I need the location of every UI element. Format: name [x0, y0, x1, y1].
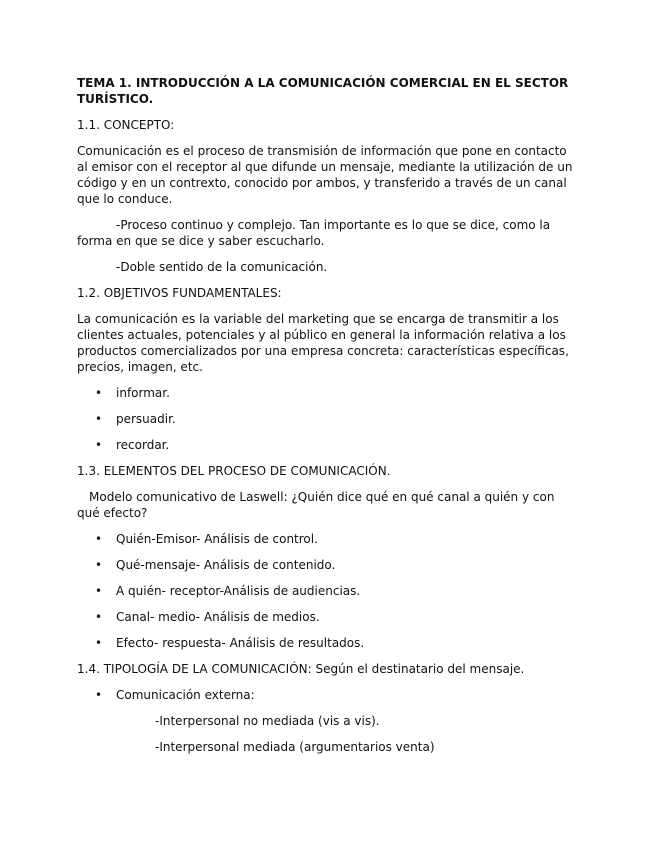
list-item-text: recordar. — [116, 438, 170, 452]
bullet-icon: • — [95, 636, 103, 650]
list-item-text: Comunicación externa: — [116, 688, 255, 702]
section-heading-objetivos: 1.2. OBJETIVOS FUNDAMENTALES: — [77, 286, 282, 300]
sub-item-mediada: -Interpersonal mediada (argumentarios venta) — [155, 740, 435, 754]
list-item — [77, 557, 577, 573]
elementos-list — [77, 531, 577, 651]
bullet-icon: • — [95, 558, 103, 572]
list-item — [77, 411, 577, 427]
list-item — [77, 583, 577, 599]
paragraph-proceso-continuo — [77, 217, 577, 249]
tipologia-list — [77, 687, 577, 703]
list-item-text: persuadir. — [116, 412, 176, 426]
section-heading-elementos: 1.3. ELEMENTOS DEL PROCESO DE COMUNICACIÓN. — [77, 464, 391, 478]
list-item — [77, 609, 577, 625]
list-item — [77, 437, 577, 453]
section-heading-tipologia: 1.4. TIPOLOGÍA DE LA COMUNICACIÓN: Según el destinatario del mensaje. — [77, 662, 525, 676]
list-item — [77, 531, 577, 547]
section-heading-concepto: 1.1. CONCEPTO: — [77, 118, 175, 132]
bullet-icon: • — [95, 532, 103, 546]
bullet-icon: • — [95, 584, 103, 598]
bullet-icon: • — [95, 438, 103, 452]
list-item-text: Qué-mensaje- Análisis de contenido. — [116, 558, 336, 572]
list-item-text: Canal- medio- Análisis de medios. — [116, 610, 320, 624]
list-item — [77, 635, 577, 651]
list-item-text: Quién-Emisor- Análisis de control. — [116, 532, 318, 546]
bullet-icon: • — [95, 610, 103, 624]
bullet-icon: • — [95, 412, 103, 426]
paragraph-proceso-continuo-text: -Proceso continuo y complejo. Tan importante es lo que se dice, como la forma en que se dice y saber escucharlo. — [77, 218, 551, 248]
bullet-icon: • — [95, 688, 103, 702]
paragraph-doble-sentido: -Doble sentido de la comunicación. — [116, 260, 328, 274]
list-item — [77, 687, 577, 703]
list-item-text: informar. — [116, 386, 170, 400]
list-item-text: A quién- receptor-Análisis de audiencias. — [116, 584, 361, 598]
document-page — [77, 75, 577, 765]
document-title: TEMA 1. INTRODUCCIÓN A LA COMUNICACIÓN COMERCIAL EN EL SECTOR TURÍSTICO. — [77, 76, 569, 106]
sub-item-no-mediada: -Interpersonal no mediada (vis a vis). — [155, 714, 380, 728]
list-item-text: Efecto- respuesta- Análisis de resultados. — [116, 636, 365, 650]
list-item — [77, 385, 577, 401]
paragraph-definicion: Comunicación es el proceso de transmisión de información que pone en contacto al emisor con el receptor al que difunde un mensaje, mediante la utilización de un código y en un contrexto, conocido por ambos, y transferido a través de un canal que lo conduce. — [77, 144, 573, 206]
paragraph-laswell: Modelo comunicativo de Laswell: ¿Quién dice qué en qué canal a quién y con qué efecto? — [77, 490, 555, 520]
bullet-icon: • — [95, 386, 103, 400]
paragraph-objetivos: La comunicación es la variable del marketing que se encarga de transmitir a los clientes actuales, potenciales y al público en general la información relativa a los productos comercializados por una empresa concreta: características específicas, precios, imagen, etc. — [77, 312, 569, 374]
objetivos-list — [77, 385, 577, 453]
